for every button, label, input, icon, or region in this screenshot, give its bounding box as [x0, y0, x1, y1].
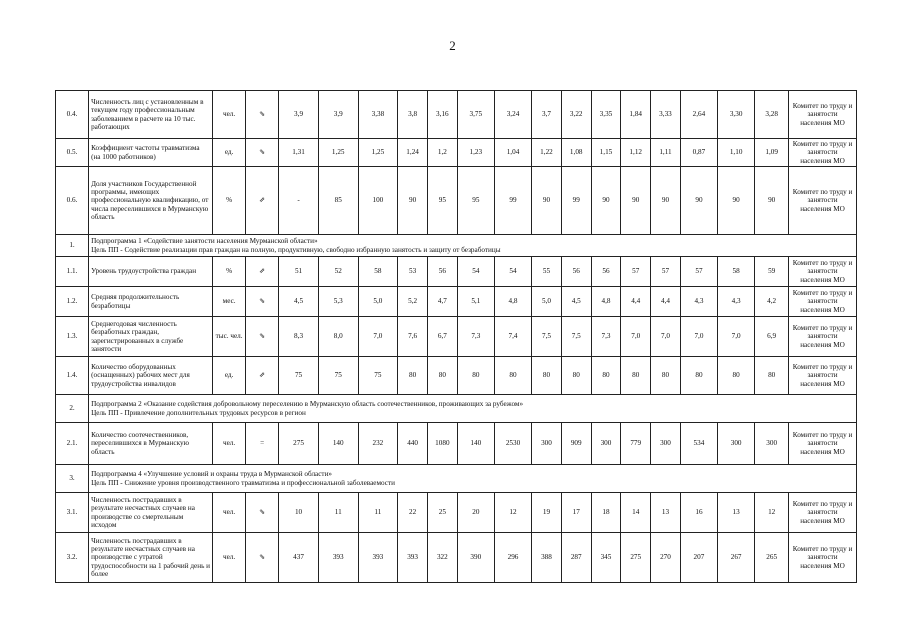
value-cell: 90 [755, 167, 789, 235]
table-row [56, 533, 857, 583]
value-cell: 1,23 [457, 139, 494, 167]
value-cell: 1,24 [398, 139, 428, 167]
value-cell: 5,2 [398, 287, 428, 317]
indicator-name: Среднегодовая численность безработных граждан, зарегистрированных в службе занятости [89, 317, 213, 357]
value-cell: 0,87 [680, 139, 717, 167]
trend-arrow-icon: ⇘ [246, 91, 279, 139]
value-cell: 140 [457, 423, 494, 465]
value-cell: 388 [532, 533, 562, 583]
row-number: 3.2. [56, 533, 89, 583]
value-cell: 4,4 [651, 287, 681, 317]
value-cell: 7,0 [680, 317, 717, 357]
value-cell: 6,9 [755, 317, 789, 357]
value-cell: 10 [279, 493, 319, 533]
indicator-name: Средняя продолжительность безработицы [89, 287, 213, 317]
value-cell: 95 [457, 167, 494, 235]
value-cell: 7,0 [718, 317, 755, 357]
value-cell: 99 [494, 167, 531, 235]
subprogram-line: Цель ПП - Содействие реализации прав граждан на полную, продуктивную, свободно избранную занятость и защиту от безработицы [91, 245, 501, 254]
value-cell: 5,0 [358, 287, 398, 317]
value-cell: 57 [621, 257, 651, 287]
indicator-name: Уровень трудоустройства граждан [89, 257, 213, 287]
responsible-org: Комитет по труду и занятости населения МО [789, 287, 857, 317]
row-number: 3. [56, 465, 89, 493]
value-cell: 2,64 [680, 91, 717, 139]
value-cell: 75 [318, 357, 358, 395]
value-cell: 287 [561, 533, 591, 583]
trend-arrow-icon: ⇗ [246, 257, 279, 287]
value-cell: 437 [279, 533, 319, 583]
subprogram-line: Подпрограмма 4 «Улучшение условий и охраны труда в Мурманской области» [91, 470, 333, 479]
value-cell: 19 [532, 493, 562, 533]
value-cell: 75 [279, 357, 319, 395]
row-number: 1.4. [56, 357, 89, 395]
value-cell: 90 [651, 167, 681, 235]
value-cell: 16 [680, 493, 717, 533]
value-cell: 3,8 [398, 91, 428, 139]
value-cell: 80 [457, 357, 494, 395]
value-cell: 57 [680, 257, 717, 287]
value-cell: 1,15 [591, 139, 621, 167]
unit: чел. [213, 91, 246, 139]
value-cell: 54 [494, 257, 531, 287]
value-cell: 7,3 [591, 317, 621, 357]
value-cell: 1,31 [279, 139, 319, 167]
value-cell: 12 [494, 493, 531, 533]
table-row [56, 167, 857, 235]
unit: ед. [213, 357, 246, 395]
value-cell: 909 [561, 423, 591, 465]
value-cell: 1,2 [427, 139, 457, 167]
value-cell: 140 [318, 423, 358, 465]
value-cell: 7,5 [561, 317, 591, 357]
value-cell: 1,10 [718, 139, 755, 167]
value-cell: 80 [680, 357, 717, 395]
subprogram-row [56, 235, 857, 257]
value-cell: 14 [621, 493, 651, 533]
value-cell: 56 [561, 257, 591, 287]
value-cell: 300 [651, 423, 681, 465]
responsible-org: Комитет по труду и занятости населения МО [789, 91, 857, 139]
value-cell: 80 [398, 357, 428, 395]
value-cell: 11 [358, 493, 398, 533]
value-cell: 5,1 [457, 287, 494, 317]
value-cell: 18 [591, 493, 621, 533]
value-cell: 100 [358, 167, 398, 235]
value-cell: 3,22 [561, 91, 591, 139]
subprogram-row [56, 465, 857, 493]
value-cell: 90 [680, 167, 717, 235]
value-cell: 5,0 [532, 287, 562, 317]
value-cell: 56 [427, 257, 457, 287]
value-cell: 1,22 [532, 139, 562, 167]
trend-arrow-icon: ⇘ [246, 139, 279, 167]
table-row [56, 357, 857, 395]
value-cell: 270 [651, 533, 681, 583]
value-cell: 99 [561, 167, 591, 235]
value-cell: 7,6 [398, 317, 428, 357]
unit: % [213, 257, 246, 287]
value-cell: 390 [457, 533, 494, 583]
value-cell: 1,04 [494, 139, 531, 167]
value-cell: 8,0 [318, 317, 358, 357]
indicator-name: Численность лиц с установленным в текущем году профессиональным заболеванием в расчете на 10 тыс. работающих [89, 91, 213, 139]
value-cell: 322 [427, 533, 457, 583]
value-cell: 4,3 [718, 287, 755, 317]
value-cell: 1,12 [621, 139, 651, 167]
value-cell: 1,11 [651, 139, 681, 167]
subprogram-cell [89, 395, 857, 423]
row-number: 3.1. [56, 493, 89, 533]
value-cell: 13 [718, 493, 755, 533]
subprogram-cell [89, 465, 857, 493]
value-cell: 3,7 [532, 91, 562, 139]
value-cell: 1,25 [358, 139, 398, 167]
value-cell: 4,2 [755, 287, 789, 317]
indicator-name: Количество оборудованных (оснащенных) рабочих мест для трудоустройства инвалидов [89, 357, 213, 395]
value-cell: 25 [427, 493, 457, 533]
value-cell: 59 [755, 257, 789, 287]
value-cell: 4,3 [680, 287, 717, 317]
trend-arrow-icon: ⇗ [246, 167, 279, 235]
value-cell: 3,16 [427, 91, 457, 139]
table-row [56, 317, 857, 357]
subprogram-cell [89, 235, 857, 257]
subprogram-row [56, 395, 857, 423]
value-cell: 3,38 [358, 91, 398, 139]
value-cell: 4,5 [561, 287, 591, 317]
indicator-name: Доля участников Государственной программы, имеющих профессиональную квалификацию, от числа переселившихся в Мурманскую область [89, 167, 213, 235]
value-cell: 80 [427, 357, 457, 395]
value-cell: 7,0 [651, 317, 681, 357]
value-cell: 275 [279, 423, 319, 465]
value-cell: 1,09 [755, 139, 789, 167]
value-cell: 3,28 [755, 91, 789, 139]
value-cell: 267 [718, 533, 755, 583]
responsible-org: Комитет по труду и занятости населения МО [789, 493, 857, 533]
row-number: 1.2. [56, 287, 89, 317]
value-cell: 7,0 [358, 317, 398, 357]
row-number: 0.4. [56, 91, 89, 139]
responsible-org: Комитет по труду и занятости населения МО [789, 357, 857, 395]
value-cell: 90 [718, 167, 755, 235]
value-cell: 20 [457, 493, 494, 533]
value-cell: 80 [651, 357, 681, 395]
value-cell: 58 [358, 257, 398, 287]
row-number: 0.6. [56, 167, 89, 235]
value-cell: 207 [680, 533, 717, 583]
unit: тыс. чел. [213, 317, 246, 357]
value-cell: 58 [718, 257, 755, 287]
responsible-org: Комитет по труду и занятости населения МО [789, 533, 857, 583]
indicators-table [55, 90, 857, 583]
value-cell: 1,08 [561, 139, 591, 167]
value-cell: 80 [755, 357, 789, 395]
value-cell: 300 [591, 423, 621, 465]
value-cell: 22 [398, 493, 428, 533]
value-cell: 232 [358, 423, 398, 465]
value-cell: 54 [457, 257, 494, 287]
subprogram-line: Подпрограмма 1 «Содействие занятости населения Мурманской области» [91, 237, 318, 246]
trend-arrow-icon: ⇘ [246, 317, 279, 357]
value-cell: 3,9 [279, 91, 319, 139]
value-cell: 90 [398, 167, 428, 235]
value-cell: 4,7 [427, 287, 457, 317]
value-cell: 75 [358, 357, 398, 395]
value-cell: 7,0 [621, 317, 651, 357]
value-cell: 3,33 [651, 91, 681, 139]
value-cell: 534 [680, 423, 717, 465]
value-cell: 5,3 [318, 287, 358, 317]
table-row [56, 257, 857, 287]
table-row [56, 493, 857, 533]
row-number: 2. [56, 395, 89, 423]
value-cell: 53 [398, 257, 428, 287]
value-cell: 4,5 [279, 287, 319, 317]
value-cell: 52 [318, 257, 358, 287]
value-cell: 51 [279, 257, 319, 287]
subprogram-line: Подпрограмма 2 «Оказание содействия добровольному переселению в Мурманскую область соотечественников, проживающих за рубежом» [91, 400, 524, 409]
value-cell: 4,8 [494, 287, 531, 317]
value-cell: 4,8 [591, 287, 621, 317]
row-number: 1.3. [56, 317, 89, 357]
table-row [56, 139, 857, 167]
value-cell: 265 [755, 533, 789, 583]
trend-arrow-icon: = [246, 423, 279, 465]
value-cell: 90 [591, 167, 621, 235]
value-cell: 393 [358, 533, 398, 583]
value-cell: 440 [398, 423, 428, 465]
trend-arrow-icon: ⇘ [246, 493, 279, 533]
value-cell: 8,3 [279, 317, 319, 357]
value-cell: 393 [398, 533, 428, 583]
value-cell: 90 [532, 167, 562, 235]
subprogram-line: Цель ПП - Снижение уровня производственного травматизма и профессиональной заболеваемости [91, 478, 395, 487]
value-cell: 90 [621, 167, 651, 235]
value-cell: 7,4 [494, 317, 531, 357]
value-cell: 80 [532, 357, 562, 395]
value-cell: 296 [494, 533, 531, 583]
value-cell: 3,24 [494, 91, 531, 139]
value-cell: 2530 [494, 423, 531, 465]
row-number: 1.1. [56, 257, 89, 287]
unit: чел. [213, 533, 246, 583]
table-row [56, 287, 857, 317]
value-cell: 17 [561, 493, 591, 533]
value-cell: 300 [532, 423, 562, 465]
trend-arrow-icon: ⇗ [246, 357, 279, 395]
value-cell: 80 [494, 357, 531, 395]
value-cell: 393 [318, 533, 358, 583]
unit: ед. [213, 139, 246, 167]
value-cell: 13 [651, 493, 681, 533]
indicator-name: Численность пострадавших в результате несчастных случаев на производстве с утратой трудоспособности на 1 рабочий день и более [89, 533, 213, 583]
unit: чел. [213, 423, 246, 465]
value-cell: 779 [621, 423, 651, 465]
value-cell: 56 [591, 257, 621, 287]
unit: чел. [213, 493, 246, 533]
value-cell: 4,4 [621, 287, 651, 317]
value-cell: 300 [718, 423, 755, 465]
value-cell: 6,7 [427, 317, 457, 357]
indicator-name: Коэффициент частоты травматизма (на 1000 работников) [89, 139, 213, 167]
value-cell: 1,25 [318, 139, 358, 167]
value-cell: 3,75 [457, 91, 494, 139]
value-cell: 12 [755, 493, 789, 533]
row-number: 2.1. [56, 423, 89, 465]
responsible-org: Комитет по труду и занятости населения МО [789, 167, 857, 235]
value-cell: 345 [591, 533, 621, 583]
unit: % [213, 167, 246, 235]
value-cell: 95 [427, 167, 457, 235]
trend-arrow-icon: ⇘ [246, 287, 279, 317]
responsible-org: Комитет по труду и занятости населения МО [789, 257, 857, 287]
value-cell: 300 [755, 423, 789, 465]
row-number: 0.5. [56, 139, 89, 167]
value-cell: 85 [318, 167, 358, 235]
table-row [56, 91, 857, 139]
subprogram-line: Цель ПП - Привлечение дополнительных трудовых ресурсов в регион [91, 408, 306, 417]
value-cell: 80 [561, 357, 591, 395]
value-cell: 7,3 [457, 317, 494, 357]
value-cell: 1080 [427, 423, 457, 465]
responsible-org: Комитет по труду и занятости населения МО [789, 139, 857, 167]
value-cell: 80 [591, 357, 621, 395]
row-number: 1. [56, 235, 89, 257]
responsible-org: Комитет по труду и занятости населения МО [789, 317, 857, 357]
value-cell: 3,35 [591, 91, 621, 139]
value-cell: 11 [318, 493, 358, 533]
value-cell: 80 [621, 357, 651, 395]
value-cell: 3,30 [718, 91, 755, 139]
value-cell: 80 [718, 357, 755, 395]
unit: мес. [213, 287, 246, 317]
table-row [56, 423, 857, 465]
value-cell: 1,84 [621, 91, 651, 139]
indicator-name: Количество соотечественников, переселившихся в Мурманскую область [89, 423, 213, 465]
value-cell: 275 [621, 533, 651, 583]
value-cell: - [279, 167, 319, 235]
page-number: 2 [449, 38, 456, 53]
responsible-org: Комитет по труду и занятости населения МО [789, 423, 857, 465]
value-cell: 55 [532, 257, 562, 287]
trend-arrow-icon: ⇘ [246, 533, 279, 583]
value-cell: 7,5 [532, 317, 562, 357]
indicator-name: Численность пострадавших в результате несчастных случаев на производстве со смертельным исходом [89, 493, 213, 533]
value-cell: 3,9 [318, 91, 358, 139]
value-cell: 57 [651, 257, 681, 287]
